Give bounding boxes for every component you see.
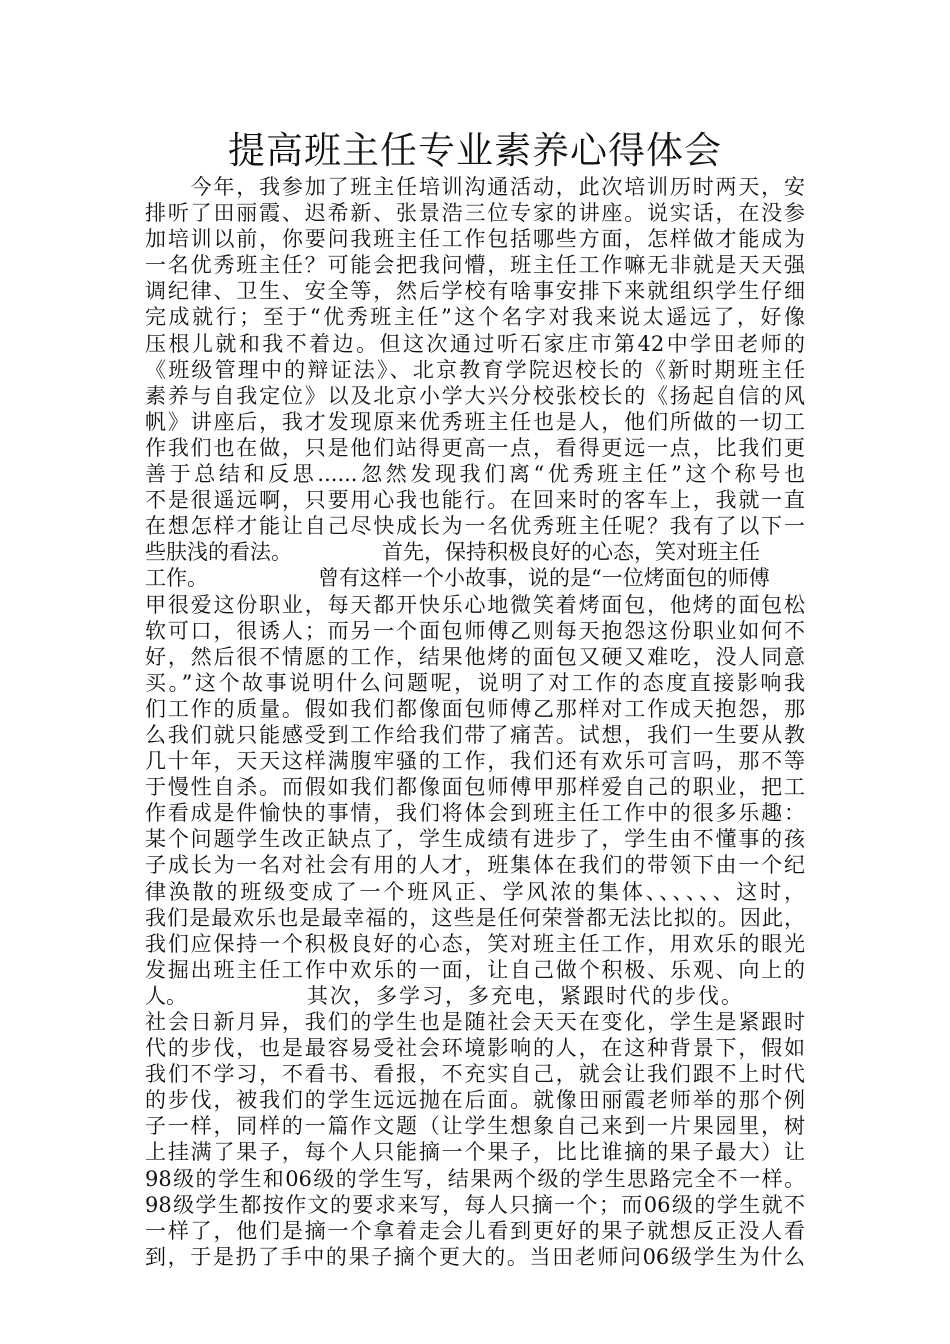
text-line: 在想怎样才能让自己尽快成长为一名优秀班主任呢？我有了以下一 — [145, 514, 805, 539]
text-line: 善于总结和反思......忽然发现我们离“优秀班主任”这个称号也 — [145, 462, 805, 487]
text-line: 几十年，天天这样满腹牢骚的工作，我们还有欢乐可言吗，那不等 — [145, 749, 805, 774]
text-line-with-heading — [145, 983, 805, 1009]
text-line-with-heading — [145, 539, 805, 565]
text-line: 买。”这个故事说明什么问题呢，说明了对工作的态度直接影响我 — [145, 670, 805, 695]
document-title: 提高班主任专业素养心得体会 — [228, 129, 722, 172]
text-line: 子一样，同样的一篇作文题（让学生想象自己来到一片果园里，树 — [145, 1114, 805, 1139]
text-fragment: 曾有这样一个小故事，说的是“一位烤面包的师傅 — [318, 566, 770, 591]
text-line: 一样了，他们是摘一个拿着走会儿看到更好的果子就想反正没人看 — [145, 1218, 805, 1243]
text-line: 不是很遥远啊，只要用心我也能行。在回来时的客车上，我就一直 — [145, 488, 805, 513]
text-line: 我们不学习，不看书、看报，不充实自己，就会让我们跟不上时代 — [145, 1062, 805, 1087]
text-line: 们工作的质量。假如我们都像面包师傅乙那样对工作成天抱怨，那 — [145, 696, 805, 721]
section-heading-first: 首先，保持积极良好的心态，笑对班主任 — [382, 540, 760, 565]
text-line: 加培训以前，你要问我班主任工作包括哪些方面，怎样做才能成为 — [145, 227, 805, 252]
text-line: 调纪律、卫生、安全等，然后学校有啥事安排下来就组织学生仔细 — [145, 279, 805, 304]
text-line: 一名优秀班主任？可能会把我问懵，班主任工作嘛无非就是天天强 — [145, 253, 805, 278]
text-line: 社会日新月异，我们的学生也是随社会天天在变化，学生是紧跟时 — [145, 1010, 805, 1034]
document-body — [145, 174, 805, 1270]
section-heading-second: 其次，多学习，多充电，紧跟时代的步伐。 — [307, 983, 744, 1008]
text-line: 律涣散的班级变成了一个班风正、学风浓的集体、、、、、、这时， — [145, 879, 805, 904]
text-line: 压根儿就和我不着边。但这次通过听石家庄市第42中学田老师的 — [145, 331, 805, 356]
text-fragment: 工作。 — [145, 566, 208, 591]
text-fragment: 些肤浅的看法。 — [145, 540, 292, 565]
text-line: 代的步伐，也是最容易受社会环境影响的人，在这种背景下，假如 — [145, 1036, 805, 1061]
text-line: 到，于是扔了手中的果子摘个更大的。当田老师问06级学生为什么 — [145, 1244, 805, 1269]
text-line: 的步伐，被我们的学生远远抛在后面。就像田丽霞老师举的那个例 — [145, 1088, 805, 1113]
text-line: 发掘出班主任工作中欢乐的一面，让自己做个积极、乐观、向上的 — [145, 957, 805, 982]
text-line: 我们应保持一个积极良好的心态，笑对班主任工作，用欢乐的眼光 — [145, 931, 805, 956]
text-line: 软可口，很诱人；而另一个面包师傅乙则每天抱怨这份职业如何不 — [145, 618, 805, 643]
text-line: 我们是最欢乐也是最幸福的，这些是任何荣誉都无法比拟的。因此， — [145, 905, 805, 930]
text-fragment: 人。 — [145, 983, 187, 1008]
text-line-with-heading — [145, 565, 805, 591]
text-line: 甲很爱这份职业，每天都开快乐心地微笑着烤面包，他烤的面包松 — [145, 592, 805, 617]
text-line: 完成就行；至于“优秀班主任”这个名字对我来说太遥远了，好像 — [145, 305, 805, 330]
text-line: 么我们就只能感受到工作给我们带了痛苦。试想，我们一生要从教 — [145, 722, 805, 747]
text-line: 《班级管理中的辩证法》、北京教育学院迟校长的《新时期班主任 — [145, 357, 805, 382]
text-line: 于慢性自杀。而假如我们都像面包师傅甲那样爱自己的职业，把工 — [145, 775, 805, 800]
text-line: 今年，我参加了班主任培训沟通活动，此次培训历时两天，安 — [145, 175, 805, 199]
text-line: 作我们也在做，只是他们站得更高一点，看得更远一点，比我们更 — [145, 435, 805, 460]
text-line: 98级学生都按作文的要求来写，每人只摘一个；而06级的学生就不 — [145, 1192, 805, 1217]
text-line: 排听了田丽霞、迟希新、张景浩三位专家的讲座。说实话，在没参 — [145, 201, 805, 226]
text-line: 98级的学生和06级的学生写，结果两个级的学生思路完全不一样。 — [145, 1166, 805, 1191]
text-line: 作看成是件愉快的事情，我们将体会到班主任工作中的很多乐趣： — [145, 801, 805, 826]
text-line: 某个问题学生改正缺点了，学生成绩有进步了，学生由不懂事的孩 — [145, 827, 805, 852]
text-line: 上挂满了果子，每个人只能摘一个果子，比比谁摘的果子最大）让 — [145, 1140, 805, 1165]
text-line: 素养与自我定位》以及北京小学大兴分校张校长的《扬起自信的风 — [145, 383, 805, 408]
text-line: 子成长为一名对社会有用的人才，班集体在我们的带领下由一个纪 — [145, 853, 805, 878]
text-line: 帆》讲座后，我才发现原来优秀班主任也是人，他们所做的一切工 — [145, 409, 805, 434]
text-line: 好，然后很不情愿的工作，结果他烤的面包又硬又难吃，没人同意 — [145, 644, 805, 669]
